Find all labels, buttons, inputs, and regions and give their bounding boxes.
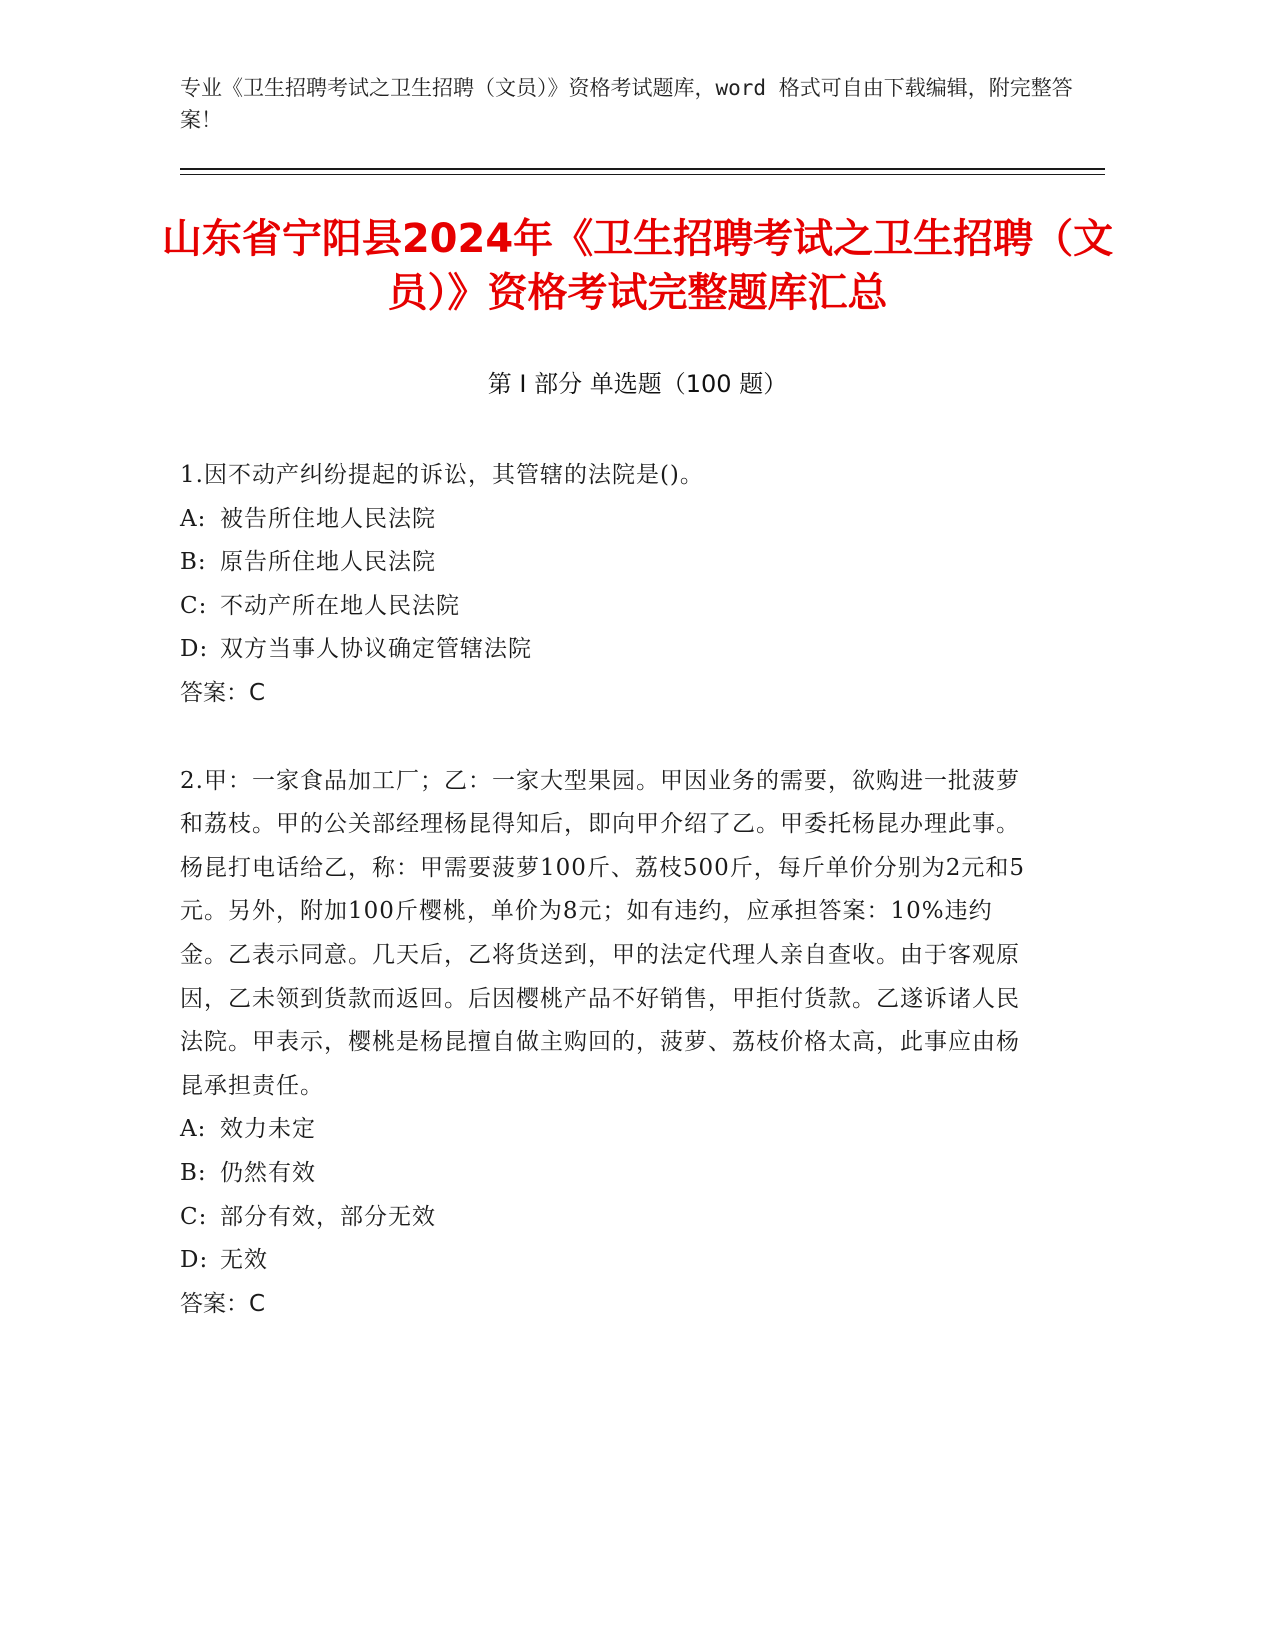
option-c <box>180 1196 1040 1240</box>
answer-label: 答案：C <box>180 679 266 706</box>
question-text: 1.因不动产纠纷提起的诉讼，其管辖的法院是()。 <box>180 462 704 488</box>
option-text: 双方当事人协议确定管辖法院 <box>220 636 532 663</box>
option-text: 被告所住地人民法院 <box>220 505 436 532</box>
question-text: 2.甲：一家食品加工厂；乙：一家大型果园。甲因业务的需要，欲购进一批菠萝和荔枝。甲的公关部经理杨昆得知后，即向甲介绍了乙。甲委托杨昆办理此事。杨昆打电话给乙，称：甲需要菠萝100斤、荔枝500斤，每斤单价分别为2元和5元。另外，附加100斤樱桃，单价为8元；如有违约，应承担答案：10%违约金。乙表示同意。几天后，乙将货送到，甲的法定代理人亲自查收。由于客观原因，乙未领到货款而返回。后因樱桃产品不好销售，甲拒付货款。乙遂诉诸人民法院。甲表示，樱桃是杨昆擅自做主购回的，菠萝、荔枝价格太高，此事应由杨昆承担责任。 <box>180 767 1026 1099</box>
option-key: C: <box>180 592 208 619</box>
option-key: A: <box>180 1116 207 1143</box>
document-title: 山东省宁阳县2024年《卫生招聘考试之卫生招聘（文员）》资格考试完整题库汇总 <box>161 216 1114 316</box>
option-a <box>180 1108 1040 1152</box>
option-a <box>180 498 1040 542</box>
option-key: D: <box>180 1247 209 1274</box>
option-key: D: <box>180 636 209 663</box>
option-key: B: <box>180 1159 207 1186</box>
option-b <box>180 541 1040 585</box>
option-key: B: <box>180 549 207 576</box>
option-text: 不动产所在地人民法院 <box>220 592 460 619</box>
option-text: 仍然有效 <box>220 1159 316 1186</box>
section-title: 第 I 部分 单选题（100 题） <box>487 370 788 398</box>
option-key: A: <box>180 505 207 532</box>
option-c <box>180 585 1040 629</box>
header-note: 专业《卫生招聘考试之卫生招聘（文员）》资格考试题库，word 格式可自由下载编辑，附完整答案！ <box>180 76 1073 132</box>
question-list <box>180 454 1040 1370</box>
option-text: 效力未定 <box>220 1116 316 1143</box>
answer-label: 答案：C <box>180 1290 266 1317</box>
header-rule-thick <box>180 168 1105 170</box>
question-1 <box>180 454 1040 716</box>
option-text: 原告所住地人民法院 <box>220 549 436 576</box>
option-d <box>180 628 1040 672</box>
option-b <box>180 1152 1040 1196</box>
option-text: 部分有效，部分无效 <box>220 1203 436 1230</box>
option-text: 无效 <box>220 1247 268 1274</box>
option-d <box>180 1239 1040 1283</box>
header-rule-thin <box>180 174 1105 175</box>
option-key: C: <box>180 1203 208 1230</box>
question-2 <box>180 760 1040 1327</box>
